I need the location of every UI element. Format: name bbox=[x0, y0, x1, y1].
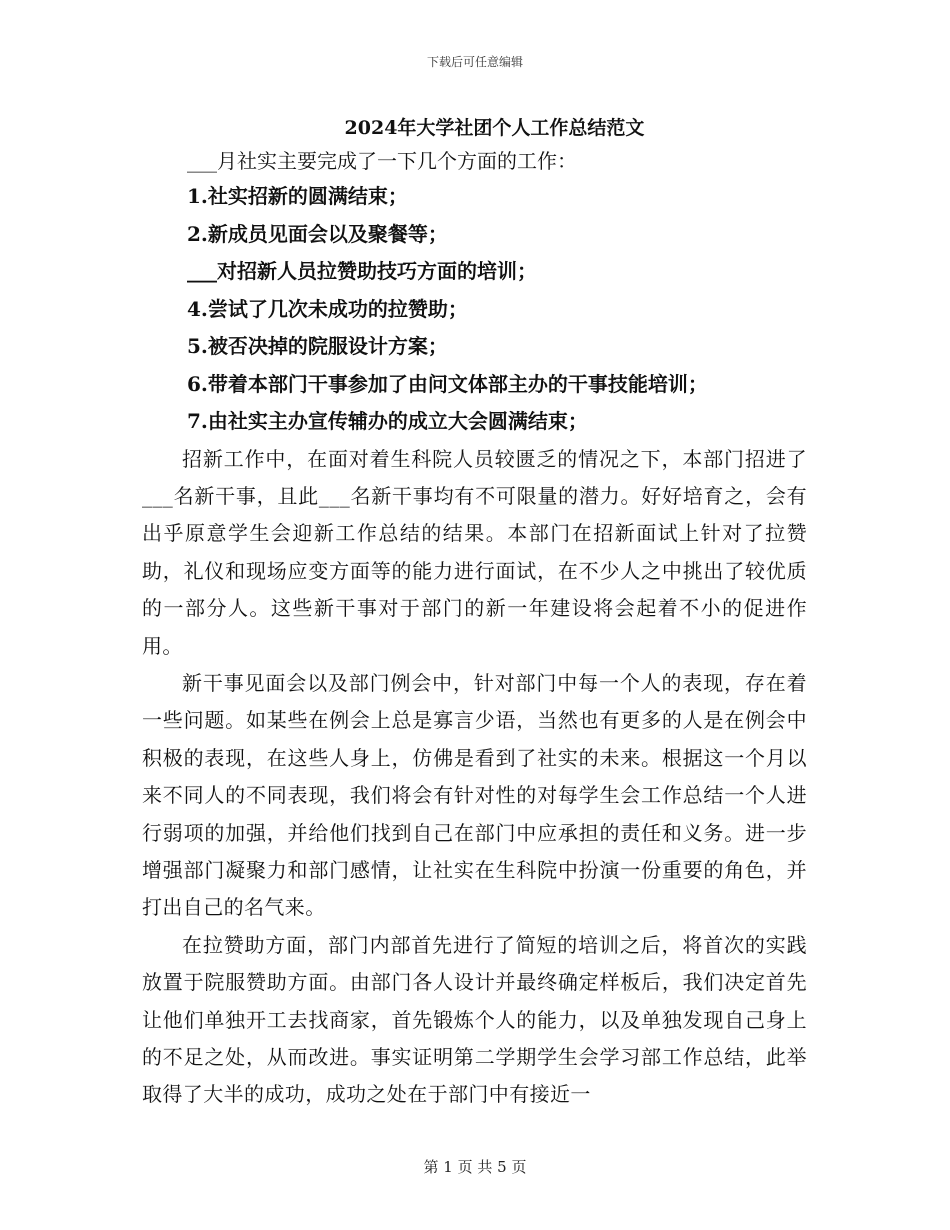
paragraph-recruitment: 招新工作中，在面对着生科院人员较匮乏的情况之下，本部门招进了___名新干事，且此___名新干事均有不可限量的潜力。好好培育之，会有出乎原意学生会迎新工作总结的结果。本部门在招新面试上针对了拉赞助，礼仪和现场应变方面等的能力进行面试，在不少人之中挑出了较优质的一部分人。这些新干事对于部门的新一年建设将会起着不小的促进作用。 bbox=[142, 446, 807, 658]
list-item: 1.社实招新的圆满结束； bbox=[187, 184, 408, 208]
document-title: 2024年大学社团个人工作总结范文 bbox=[344, 117, 645, 139]
page-header-note: 下载后可任意编辑 bbox=[426, 55, 523, 69]
list-item: 4.尝试了几次未成功的拉赞助； bbox=[187, 296, 468, 321]
list-item: ___对招新人员拉赞助技巧方面的培训； bbox=[187, 259, 537, 283]
document-body bbox=[142, 112, 807, 1114]
list-item: 6.带着本部门干事参加了由问文体部主办的干事技能培训； bbox=[187, 371, 708, 396]
list-item: 2.新成员见面会以及聚餐等； bbox=[187, 221, 448, 246]
list-item: 5.被否决掉的院服设计方案； bbox=[187, 334, 448, 358]
page-number: 第 1 页 共 5 页 bbox=[423, 1158, 527, 1176]
lead-sentence: ___月社实主要完成了一下几个方面的工作： bbox=[187, 149, 577, 173]
paragraph-meetings: 新干事见面会以及部门例会中，针对部门中每一个人的表现，存在着一些问题。如某些在例会上总是寡言少语，当然也有更多的人是在例会中积极的表现，在这些人身上，仿佛是看到了社实的未来。根据这一个月以来不同人的不同表现，我们将会有针对性的对每学生会工作总结一个人进行弱项的加强，并给他们找到自己在部门中应承担的责任和义务。进一步增强部门凝聚力和部门感情，让社实在生科院中扮演一份重要的角色，并打出自己的名气来。 bbox=[142, 670, 807, 920]
paragraph-sponsorship: 在拉赞助方面，部门内部首先进行了简短的培训之后，将首次的实践放置于院服赞助方面。由部门各人设计并最终确定样板后，我们决定首先让他们单独开工去找商家，首先锻炼个人的能力，以及单独发现自己身上的不足之处，从而改进。事实证明第二学期学生会学习部工作总结，此举取得了大半的成功，成功之处在于部门中有接近一 bbox=[142, 932, 807, 1107]
work-item-list bbox=[142, 178, 807, 441]
list-item: 7.由社实主办宣传辅办的成立大会圆满结束； bbox=[187, 409, 588, 433]
